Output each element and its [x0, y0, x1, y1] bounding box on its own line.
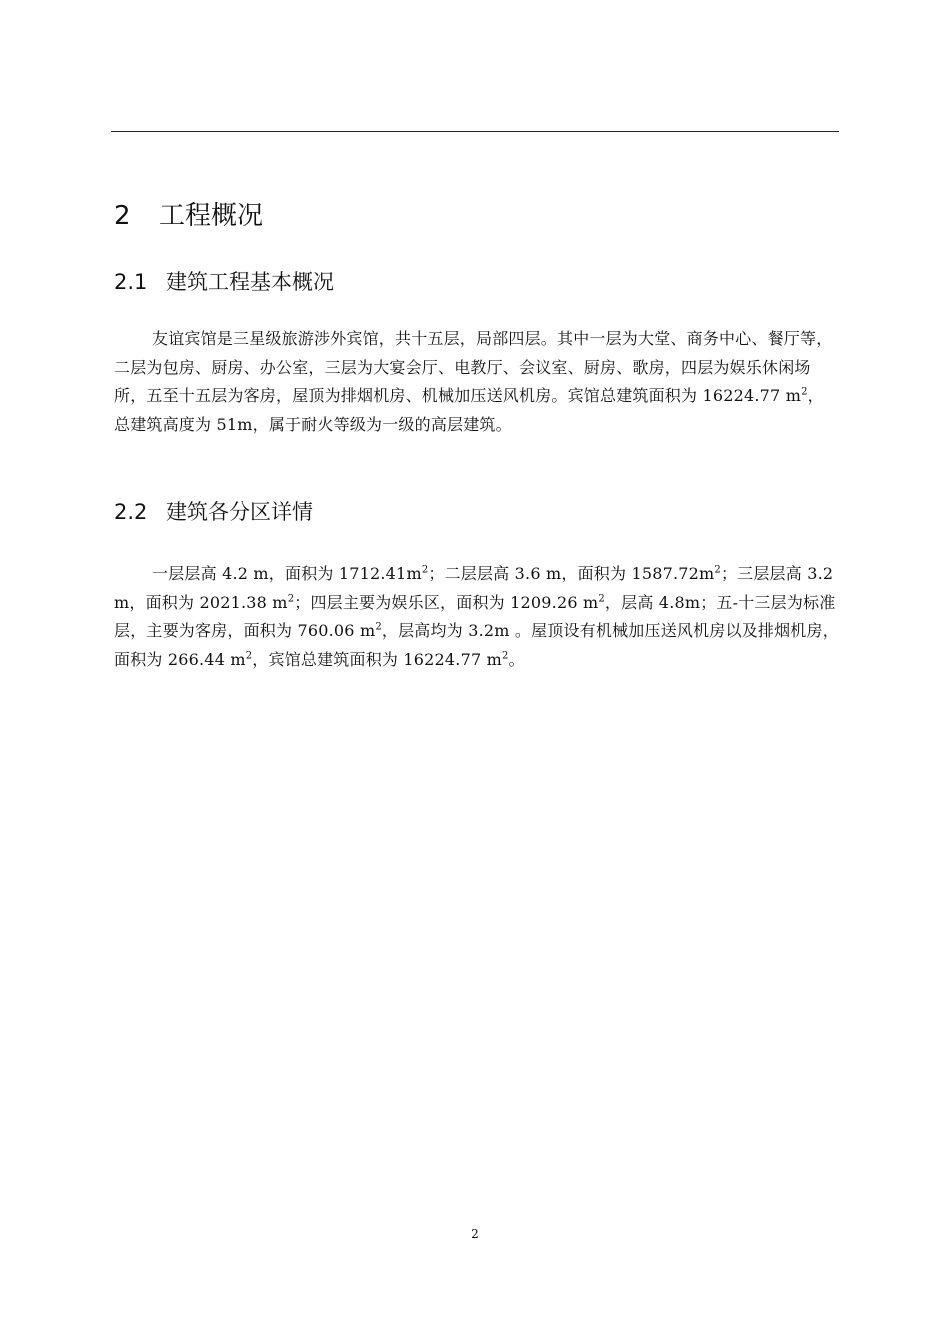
chapter-number: 2 [114, 201, 131, 231]
details-paragraph: 一层层高 4.2 m，面积为 $1712.41m^2$；二层层高 3.6 m，面积为 $1587.72m^2$；三层层高 3.2 m，面积为 2021.38 $m^2$；四层主要为娱乐区，面积为 1209.26 $m^2$，层高 4.8m；五-十三层为标准层，主要为客房，面积为 760.06 $m^2$，层高均为 3.2m 。屋顶设有机械加压送风机房以及排烟机房，面积为 266.44 $m^2$，宾馆总建筑面积为 16224.77 $m^2$。 [114, 564, 839, 669]
superscript-2: 2 [598, 593, 605, 604]
superscript-2: 2 [287, 593, 295, 604]
section-heading-2-1 [114, 267, 334, 297]
superscript-2: 2 [245, 650, 253, 661]
section-title: 建筑工程基本概况 [166, 270, 334, 294]
section-number: 2.2 [114, 500, 148, 524]
superscript-2: 2 [421, 564, 429, 576]
superscript-2: 2 [801, 386, 808, 398]
header-rule [111, 131, 839, 132]
chapter-heading [114, 198, 263, 234]
section-number: 2.1 [114, 270, 148, 294]
section-title: 建筑各分区详情 [166, 500, 313, 524]
superscript-2: 2 [502, 650, 509, 661]
superscript-2: 2 [714, 564, 721, 576]
superscript-2: 2 [375, 621, 382, 633]
page-number: 2 [471, 1227, 479, 1241]
section-heading-2-2 [114, 497, 313, 527]
overview-paragraph: 友谊宾馆是三星级旅游涉外宾馆，共十五层，局部四层。其中一层为大堂、商务中心、餐厅等，二层为包房、厨房、办公室，三层为大宴会厅、电教厅、会议室、厨房、歌房，四层为娱乐休闲场所，五至十五层为客房，屋顶为排烟机房、机械加压送风机房。宾馆总建筑面积为 16224.77 $m^2$，总建筑高度为 51m，属于耐火等级为一级的高层建筑。 [114, 329, 833, 434]
chapter-title: 工程概况 [159, 201, 264, 231]
